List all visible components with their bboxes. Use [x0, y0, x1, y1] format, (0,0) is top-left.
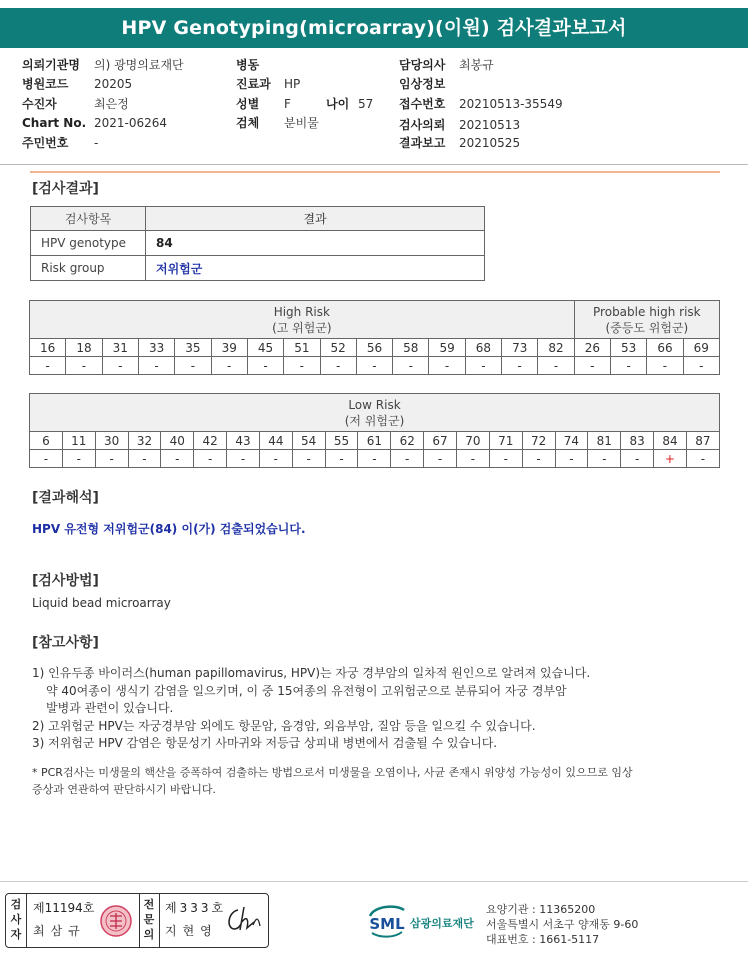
result-cell: - — [429, 357, 465, 375]
genotype-cell: 44 — [259, 432, 292, 450]
dept-value: HP — [284, 77, 301, 91]
genotype-cell: 71 — [489, 432, 522, 450]
notes-list — [32, 665, 590, 753]
sex-label: 성별 — [236, 97, 260, 111]
code-label: 병원코드 — [22, 77, 69, 91]
physician-label: 전 문 의 — [143, 898, 155, 941]
genotype-cell: 42 — [194, 432, 227, 450]
ward-label: 병동 — [236, 58, 260, 72]
org-label: 의뢰기관명 — [22, 58, 80, 72]
genotype-cell: 54 — [292, 432, 325, 450]
result-row — [30, 357, 720, 375]
low-risk-subtitle: (저 위험군) — [344, 413, 405, 428]
patient-info — [0, 56, 748, 164]
result-cell: - — [284, 357, 320, 375]
note-item: 2) 고위험군 HPV는 자궁경부암 외에도 항문암, 음경암, 외음부암, 질암 등을 일으킬 수 있습니다. — [32, 718, 536, 733]
org-name: 삼광의료재단 — [410, 917, 474, 930]
result-cell: - — [227, 450, 260, 468]
col-result-header: 결과 — [146, 207, 485, 231]
code-value: 20205 — [94, 77, 133, 91]
result-cell: - — [489, 450, 522, 468]
report-value: 20210525 — [459, 136, 521, 150]
note-item: 발병과 관련이 있습니다. — [46, 701, 174, 715]
genotype-cell: 61 — [358, 432, 391, 450]
method-section-title: [검사방법] — [32, 573, 99, 589]
divider — [26, 894, 27, 947]
result-cell: - — [611, 357, 647, 375]
signature-box — [5, 893, 269, 948]
result-cell: - — [259, 450, 292, 468]
result-cell: - — [247, 357, 283, 375]
clinical-label: 임상정보 — [399, 77, 446, 91]
examiner-label: 검 사 자 — [10, 898, 22, 941]
result-cell: - — [358, 450, 391, 468]
result-cell: - — [621, 450, 654, 468]
divider — [159, 894, 160, 947]
genotype-cell: 11 — [62, 432, 95, 450]
genotype-row — [30, 339, 720, 357]
examiner-license: 제11194호 — [33, 901, 95, 915]
genotype-label: HPV genotype — [31, 231, 146, 256]
probable-risk-subtitle: (중등도 위험군) — [605, 320, 689, 335]
doctor-value: 최봉규 — [459, 58, 494, 72]
genotype-cell: 59 — [429, 339, 465, 357]
genotype-cell: 68 — [465, 339, 501, 357]
genotype-cell: 70 — [456, 432, 489, 450]
method-text: Liquid bead microarray — [32, 596, 171, 610]
dept-label: 진료과 — [236, 77, 271, 91]
org-value: 의) 광명의료재단 — [94, 58, 184, 72]
note-item: 약 40여종이 생식기 감염을 일으키며, 이 중 15여종의 유전형이 고위험군으로 분류되어 자궁 경부암 — [46, 683, 567, 698]
genotype-cell: 18 — [66, 339, 102, 357]
accession-label: 접수번호 — [399, 97, 446, 111]
result-cell: - — [30, 357, 66, 375]
result-cell: - — [95, 450, 128, 468]
id-label: 주민번호 — [22, 136, 69, 150]
result-cell: - — [522, 450, 555, 468]
institution-code: 요양기관 : 11365200 — [486, 903, 596, 916]
result-cell: - — [647, 357, 683, 375]
table-header-row — [31, 207, 485, 231]
genotype-cell: 62 — [391, 432, 424, 450]
result-cell: - — [391, 450, 424, 468]
genotype-cell: 58 — [393, 339, 429, 357]
table-row — [31, 256, 485, 281]
genotype-cell: 55 — [325, 432, 358, 450]
patient-value: 최은정 — [94, 97, 129, 111]
specimen-label: 검체 — [236, 116, 260, 130]
divider — [139, 894, 140, 947]
result-cell: - — [465, 357, 501, 375]
genotype-cell: 72 — [522, 432, 555, 450]
interpretation-section-title: [결과해석] — [32, 490, 99, 506]
result-cell: - — [292, 450, 325, 468]
result-cell: - — [424, 450, 457, 468]
result-cell: - — [102, 357, 138, 375]
specimen-value: 분비물 — [284, 116, 319, 130]
patient-label: 수진자 — [22, 97, 57, 111]
result-cell: - — [138, 357, 174, 375]
footnote-line: * PCR검사는 미생물의 핵산을 증폭하여 검출하는 방법으로서 미생물을 오염이나, 사균 존재시 위양성 가능성이 있으므로 임상 — [32, 766, 633, 779]
logo-text: SML — [369, 915, 405, 933]
table-row — [31, 231, 485, 256]
genotype-cell: 67 — [424, 432, 457, 450]
high-risk-title: High Risk — [273, 304, 330, 319]
request-value: 20210513 — [459, 118, 521, 132]
genotype-cell: 40 — [161, 432, 194, 450]
genotype-cell: 84 — [654, 432, 687, 450]
genotype-cell: 30 — [95, 432, 128, 450]
result-cell: - — [175, 357, 211, 375]
note-item: 3) 저위험군 HPV 감염은 항문성기 사마귀와 저등급 상피내 병변에서 검출될 수 있습니다. — [32, 736, 498, 750]
age-value: 57 — [358, 97, 374, 111]
result-cell: - — [393, 357, 429, 375]
divider — [0, 164, 748, 165]
result-cell: - — [356, 357, 392, 375]
genotype-row — [30, 432, 720, 450]
org-phone: 대표번호 : 1661-5117 — [486, 933, 600, 946]
accent-divider — [30, 171, 720, 173]
result-cell: - — [538, 357, 574, 375]
low-risk-title: Low Risk — [348, 397, 401, 412]
physician-name: 지현영 — [165, 924, 218, 938]
request-label: 검사의뢰 — [399, 118, 446, 132]
high-risk-table — [29, 300, 720, 375]
genotype-cell: 69 — [683, 339, 719, 357]
genotype-cell: 32 — [128, 432, 161, 450]
result-cell: - — [62, 450, 95, 468]
genotype-cell: 81 — [588, 432, 621, 450]
chart-label: Chart No. — [22, 116, 87, 130]
genotype-cell: 66 — [647, 339, 683, 357]
result-row — [30, 450, 720, 468]
genotype-cell: 53 — [611, 339, 647, 357]
org-address: 서울특별시 서초구 양재동 9-60 — [486, 918, 639, 931]
high-risk-subtitle: (고 위험군) — [272, 320, 332, 335]
result-cell: - — [686, 450, 719, 468]
physician-license: 제333호 — [165, 901, 227, 915]
id-value: - — [94, 136, 99, 150]
result-section-title: [검사결과] — [32, 181, 99, 197]
genotype-cell: 6 — [30, 432, 63, 450]
result-cell: - — [574, 357, 610, 375]
note-item: 1) 인유두종 바이러스(human papillomavirus, HPV)는 자궁 경부암의 일차적 원인으로 알려져 있습니다. — [32, 666, 591, 680]
sml-logo-icon — [366, 902, 408, 940]
result-table — [30, 206, 485, 281]
org-info — [486, 902, 638, 947]
genotype-cell: 43 — [227, 432, 260, 450]
genotype-cell: 74 — [555, 432, 588, 450]
risk-group-value: 저위험군 — [146, 256, 485, 281]
genotype-cell: 45 — [247, 339, 283, 357]
genotype-cell: 51 — [284, 339, 320, 357]
result-cell: - — [30, 450, 63, 468]
result-cell: - — [555, 450, 588, 468]
risk-group-label: Risk group — [31, 256, 146, 281]
probable-risk-header — [574, 301, 719, 339]
low-risk-table — [29, 393, 720, 468]
genotype-cell: 83 — [621, 432, 654, 450]
result-cell: - — [194, 450, 227, 468]
high-risk-header — [30, 301, 575, 339]
interpretation-text: HPV 유전형 저위험군(84) 이(가) 검출되었습니다. — [32, 522, 306, 536]
genotype-cell: 56 — [356, 339, 392, 357]
low-risk-header — [30, 394, 720, 432]
notes-section-title: [참고사항] — [32, 635, 99, 651]
probable-risk-title: Probable high risk — [593, 304, 701, 319]
result-cell: - — [161, 450, 194, 468]
accession-value: 20210513-35549 — [459, 97, 563, 111]
signature-icon — [224, 904, 264, 936]
age-label: 나이 — [326, 97, 350, 111]
footer-divider — [0, 881, 748, 882]
footnote-line: 증상과 연관하여 판단하시기 바랍니다. — [32, 783, 217, 796]
genotype-cell: 26 — [574, 339, 610, 357]
genotype-cell: 39 — [211, 339, 247, 357]
genotype-cell: 31 — [102, 339, 138, 357]
genotype-cell: 87 — [686, 432, 719, 450]
genotype-cell: 73 — [502, 339, 538, 357]
genotype-cell: 16 — [30, 339, 66, 357]
footnote — [32, 764, 633, 798]
genotype-cell: 52 — [320, 339, 356, 357]
result-cell: - — [456, 450, 489, 468]
seal-stamp-icon — [99, 904, 133, 938]
result-cell: - — [502, 357, 538, 375]
result-cell: - — [588, 450, 621, 468]
result-cell: + — [654, 450, 687, 468]
result-cell: - — [683, 357, 719, 375]
genotype-cell: 33 — [138, 339, 174, 357]
genotype-value: 84 — [146, 231, 485, 256]
chart-value: 2021-06264 — [94, 116, 168, 130]
doctor-label: 담당의사 — [399, 58, 446, 72]
report-title: HPV Genotyping(microarray)(이원) 검사결과보고서 — [0, 8, 748, 48]
report-label: 결과보고 — [399, 136, 446, 150]
sex-value: F — [284, 97, 291, 111]
examiner-name: 최삼규 — [33, 924, 86, 938]
result-cell: - — [66, 357, 102, 375]
result-cell: - — [211, 357, 247, 375]
genotype-cell: 35 — [175, 339, 211, 357]
genotype-cell: 82 — [538, 339, 574, 357]
result-cell: - — [325, 450, 358, 468]
col-item-header: 검사항목 — [31, 207, 146, 231]
result-cell: - — [320, 357, 356, 375]
result-cell: - — [128, 450, 161, 468]
